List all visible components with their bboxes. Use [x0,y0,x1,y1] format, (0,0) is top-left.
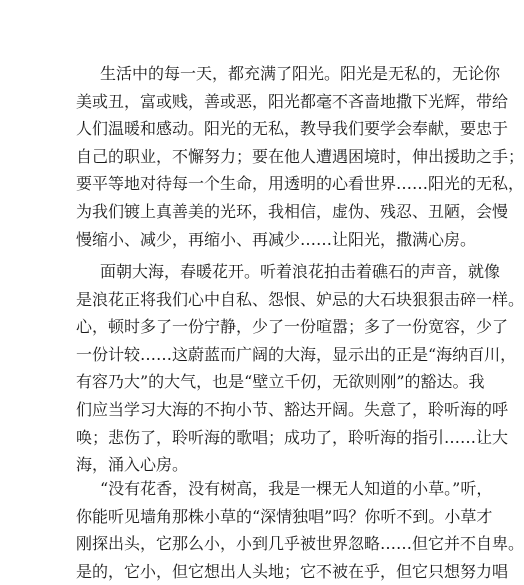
paragraph-line: 面朝大海，春暖花开。听着浪花拍击着礁石的声音，就像 [100,262,501,281]
paragraph-line: 唤；悲伤了，聆听海的歌唱；成功了，聆听海的指引……让大 [76,427,509,447]
paragraph-line: 是浪花正将我们心中自私、怨恨、妒忌的大石块狠狠击碎一样。 [76,289,524,309]
paragraph-line: 为我们镀上真善美的光环，我相信，虚伪、残忍、丑陋，会慢 [76,202,509,221]
paragraph-line: 海，涌入心房。 [76,455,189,475]
paragraph-line: 们应当学习大海的不拘小节、豁达开阔。失意了，聆听海的呼 [76,400,509,419]
paragraph-line: 一份计较……这蔚蓝而广阔的大海，显示出的正是“海纳百川， [76,344,517,364]
paragraph-line: 你能听见墙角那株小草的“深情独唱”吗？你听不到。小草才 [76,506,493,526]
paragraph-line: 慢缩小、减少，再缩小、再减少……让阳光，撒满心房。 [76,229,477,249]
paragraph-line: 是的，它小，但它想出人头地；它不被在乎，但它只想努力唱 [76,561,509,581]
paragraph-line: 有容乃大”的大气，也是“壁立千仞，无欲则刚”的豁达。我 [76,372,485,392]
paragraph-line: 人们温暖和感动。阳光的无私，教导我们要学会奉献，要忠于 [76,119,509,139]
paragraph-line: 要平等地对待每一个生命，用透明的心看世界……阳光的无私， [76,174,524,194]
paragraph-line: 美或丑，富或贱，善或恶，阳光都毫不吝啬地撒下光辉，带给 [76,91,509,111]
paragraph-line: 自己的职业，不懈努力；要在他人遭遇困境时，伸出援助之手； [76,146,524,166]
paragraph-line: 生活中的每一天，都充满了阳光。阳光是无私的，无论你 [100,64,501,83]
paragraph-line: 心，顿时多了一份宁静，少了一份喧嚣；多了一份宽容，少了 [76,317,509,337]
paragraph-line: “没有花香，没有树高，我是一棵无人知道的小草。”听， [100,479,493,498]
paragraph-line: 刚探出头，它那么小，小到几乎被世界忽略……但它并不自卑。 [76,534,524,554]
